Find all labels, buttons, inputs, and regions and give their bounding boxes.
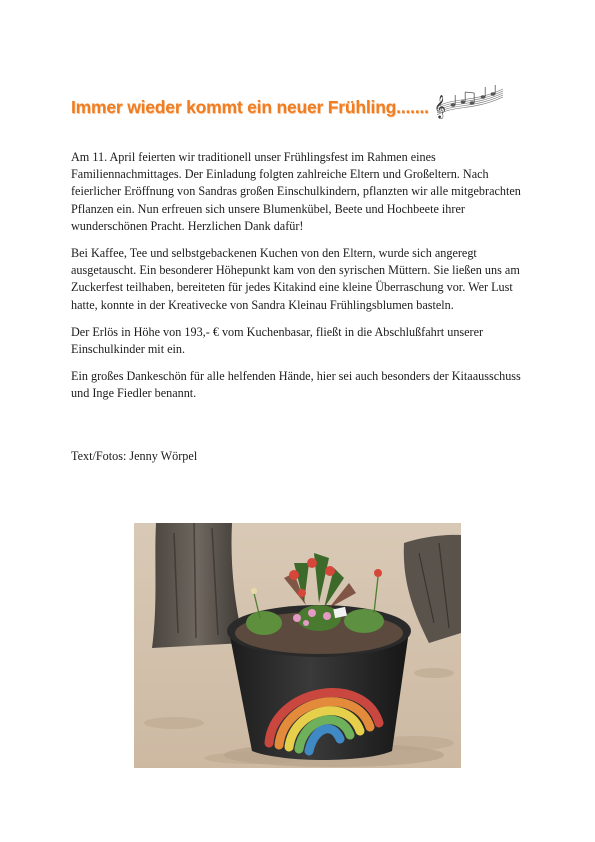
article-body	[71, 149, 526, 413]
flower-pot-photo	[134, 523, 461, 768]
paragraph-1: Am 11. April feierten wir traditionell unser Frühlingsfest im Rahmen eines Familiennachmittages. Der Einladung folgten zahlreiche Eltern und Großeltern. Nach feierlicher Eröffnung von Sandras großen Einschulkindern, pflanzten wir alle mitgebrachten Pflanzen ein. Nun erfreuen sich unsere Blumenkübel, Beete und Hochbeete ihrer wunderschönen Pracht. Herzlichen Dank dafür!	[71, 150, 521, 233]
paragraph-2: Bei Kaffee, Tee und selbstgebackenen Kuchen von den Eltern, wurde sich angeregt ausgetauscht. Ein besonderer Höhepunkt kam von den syrischen Müttern. Sie ließen uns am Zuckerfest teilhaben, bereiteten für jedes Kitakind eine kleine Überraschung vor. Wer Lust hatte, konnte in der Kreativecke von Sandra Kleinau Frühlingsblumen basteln.	[71, 246, 520, 312]
music-notes-icon	[433, 83, 505, 119]
svg-text:𝄞: 𝄞	[434, 94, 446, 118]
paragraph-3: Der Erlös in Höhe von 193,- € vom Kuchenbasar, fließt in die Abschlußfahrt unserer Einschulkinder mit ein.	[71, 324, 484, 357]
article-title: Immer wieder kommt ein neuer Frühling.......	[71, 97, 429, 117]
photo-credit: Text/Fotos: Jenny Wörpel	[71, 449, 198, 463]
paragraph-4: Ein großes Dankeschön für alle helfenden Hände, hier sei auch besonders der Kitaausschuss und Inge Fiedler benannt.	[71, 369, 521, 401]
